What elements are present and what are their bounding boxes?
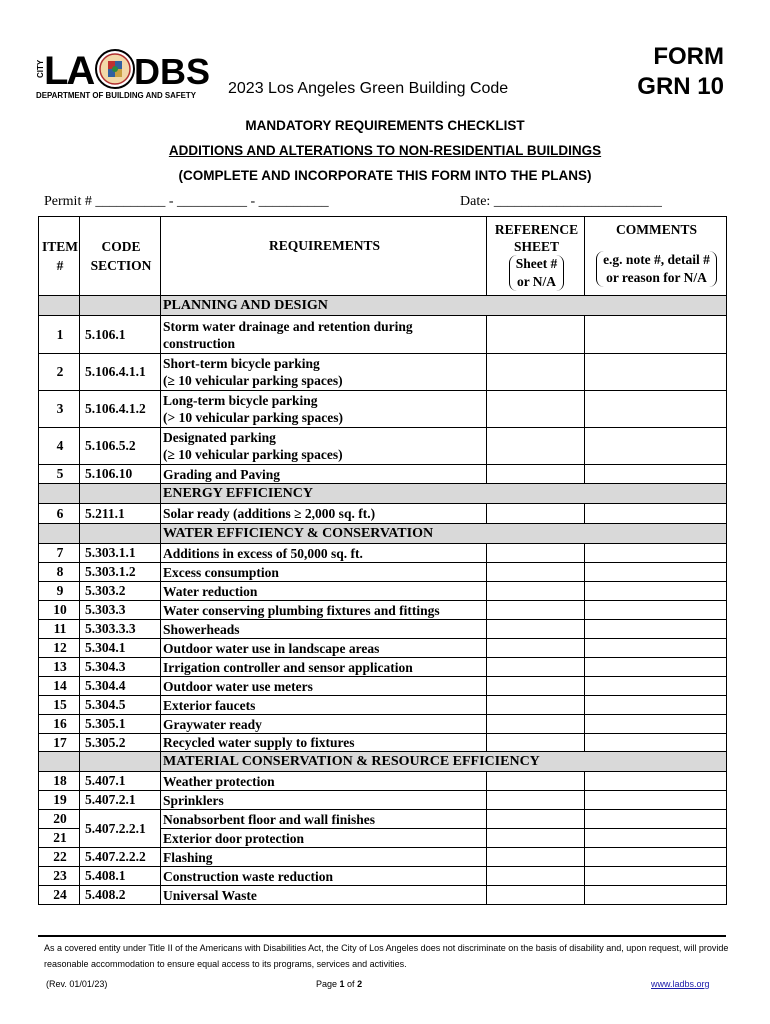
requirement-text: Graywater ready	[161, 715, 487, 734]
comments-cell[interactable]	[585, 504, 727, 524]
requirement-row	[39, 639, 727, 658]
code-section: 5.407.1	[80, 772, 161, 791]
reference-sheet-cell[interactable]	[487, 791, 585, 810]
requirement-text: Outdoor water use meters	[161, 677, 487, 696]
requirement-text: Solar ready (additions ≥ 2,000 sq. ft.)	[161, 504, 487, 524]
ada-notice: As a covered entity under Title II of the Americans with Disabilities Act, the City of Los Angeles does not discriminate on the basis of disability and, upon request, will provide reasonable accommodation to ensure equal access to its programs, services and activities.	[44, 943, 729, 969]
requirement-text: Water conserving plumbing fixtures and fittings	[161, 601, 487, 620]
requirement-text: Recycled water supply to fixtures	[161, 734, 487, 752]
requirement-text: Showerheads	[161, 620, 487, 639]
comments-cell[interactable]	[585, 867, 727, 886]
reference-sheet-cell[interactable]	[487, 867, 585, 886]
requirement-text: Weather protection	[161, 772, 487, 791]
form-label	[628, 42, 724, 102]
requirement-text: Nonabsorbent floor and wall finishes	[161, 810, 487, 829]
requirement-text: Universal Waste	[161, 886, 487, 905]
reference-sheet-cell[interactable]	[487, 848, 585, 867]
code-section: 5.303.2	[80, 582, 161, 601]
item-number: 11	[39, 620, 80, 639]
reference-sheet-cell[interactable]	[487, 391, 585, 428]
comments-cell[interactable]	[585, 696, 727, 715]
requirement-row	[39, 848, 727, 867]
requirement-row	[39, 354, 727, 391]
code-section: 5.106.4.1.1	[80, 354, 161, 391]
item-number: 15	[39, 696, 80, 715]
comments-cell[interactable]	[585, 465, 727, 484]
code-section: 5.211.1	[80, 504, 161, 524]
requirement-text: Water reduction	[161, 582, 487, 601]
item-number: 10	[39, 601, 80, 620]
section-header-row	[39, 484, 727, 504]
reference-sheet-cell[interactable]	[487, 428, 585, 465]
code-section: 5.106.10	[80, 465, 161, 484]
reference-sheet-cell[interactable]	[487, 829, 585, 848]
requirement-row	[39, 504, 727, 524]
comments-column-header: COMMENTS e.g. note #, detail # or reason for N/A	[585, 217, 727, 296]
reference-sheet-cell[interactable]	[487, 696, 585, 715]
code-section: 5.303.3	[80, 601, 161, 620]
comments-cell[interactable]	[585, 391, 727, 428]
requirement-text: Sprinklers	[161, 791, 487, 810]
form-label-line1: FORM	[653, 43, 724, 70]
code-section: 5.305.2	[80, 734, 161, 752]
reference-sheet-cell[interactable]	[487, 354, 585, 391]
reference-sheet-cell[interactable]	[487, 563, 585, 582]
code-title: 2023 Los Angeles Green Building Code	[228, 80, 509, 97]
requirement-row	[39, 428, 727, 465]
requirement-row	[39, 734, 727, 752]
item-number: 4	[39, 428, 80, 465]
reference-sheet-cell[interactable]	[487, 715, 585, 734]
requirement-row	[39, 791, 727, 810]
reference-sheet-cell[interactable]	[487, 886, 585, 905]
checklist-rows	[39, 296, 727, 905]
comments-cell[interactable]	[585, 772, 727, 791]
comments-cell[interactable]	[585, 715, 727, 734]
reference-sheet-cell[interactable]	[487, 582, 585, 601]
section-header-row	[39, 296, 727, 316]
logo-la-text: LA	[44, 49, 94, 93]
item-number: 18	[39, 772, 80, 791]
ladbs-logo	[36, 44, 211, 100]
requirement-row	[39, 658, 727, 677]
requirement-row	[39, 465, 727, 484]
website-link[interactable]: www.ladbs.org	[651, 979, 710, 989]
item-number: 2	[39, 354, 80, 391]
table-header-row	[39, 217, 727, 296]
comments-cell[interactable]	[585, 886, 727, 905]
comments-cell[interactable]	[585, 734, 727, 752]
section-title: ENERGY EFFICIENCY	[161, 484, 727, 504]
section-header-row	[39, 752, 727, 772]
comments-cell[interactable]	[585, 428, 727, 465]
item-number: 17	[39, 734, 80, 752]
reference-sheet-cell[interactable]	[487, 544, 585, 563]
comments-cell[interactable]	[585, 544, 727, 563]
requirement-row	[39, 696, 727, 715]
comments-cell[interactable]	[585, 639, 727, 658]
code-section: 5.106.5.2	[80, 428, 161, 465]
item-number: 1	[39, 316, 80, 354]
checklist-instruction: (COMPLETE AND INCORPORATE THIS FORM INTO THE PLANS)	[178, 168, 592, 183]
item-number: 19	[39, 791, 80, 810]
reference-sheet-cell[interactable]	[487, 772, 585, 791]
item-number: 12	[39, 639, 80, 658]
reference-sheet-cell[interactable]	[487, 601, 585, 620]
requirement-text: Construction waste reduction	[161, 867, 487, 886]
requirement-row	[39, 316, 727, 354]
comments-cell[interactable]	[585, 829, 727, 848]
requirement-row	[39, 867, 727, 886]
item-number: 13	[39, 658, 80, 677]
logo-dbs-text: DBS	[134, 51, 211, 92]
footer-divider	[38, 935, 726, 937]
comments-cell[interactable]	[585, 316, 727, 354]
section-title: MATERIAL CONSERVATION & RESOURCE EFFICIENCY	[161, 752, 727, 772]
item-number: 21	[39, 829, 80, 848]
code-section: 5.303.1.1	[80, 544, 161, 563]
code-section: 5.407.2.2.2	[80, 848, 161, 867]
reference-sheet-cell[interactable]	[487, 658, 585, 677]
item-column-header: ITEM #	[39, 217, 80, 296]
section-title: PLANNING AND DESIGN	[161, 296, 727, 316]
comments-cell[interactable]	[585, 658, 727, 677]
requirement-row	[39, 563, 727, 582]
checklist-title: MANDATORY REQUIREMENTS CHECKLIST	[245, 118, 525, 133]
code-section: 5.303.3.3	[80, 620, 161, 639]
code-section-column-header: CODE SECTION	[80, 217, 161, 296]
item-number: 14	[39, 677, 80, 696]
item-number: 6	[39, 504, 80, 524]
item-number: 20	[39, 810, 80, 829]
logo-department-text: DEPARTMENT OF BUILDING AND SAFETY	[36, 90, 197, 100]
reference-sheet-cell[interactable]	[487, 734, 585, 752]
comments-cell[interactable]	[585, 563, 727, 582]
code-section: 5.408.2	[80, 886, 161, 905]
item-number: 23	[39, 867, 80, 886]
permit-number-field[interactable]: Permit # __________ - __________ - __________	[44, 194, 329, 209]
requirement-text: Short-term bicycle parking (≥ 10 vehicular parking spaces)	[161, 354, 487, 391]
item-number: 22	[39, 848, 80, 867]
item-number: 5	[39, 465, 80, 484]
requirement-row	[39, 601, 727, 620]
requirement-text: Designated parking (≥ 10 vehicular parking spaces)	[161, 428, 487, 465]
requirement-text: Long-term bicycle parking (> 10 vehicular parking spaces)	[161, 391, 487, 428]
requirements-checklist-table	[38, 216, 727, 905]
requirement-row	[39, 582, 727, 601]
code-section: 5.304.3	[80, 658, 161, 677]
section-title: WATER EFFICIENCY & CONSERVATION	[161, 524, 727, 544]
requirement-text: Outdoor water use in landscape areas	[161, 639, 487, 658]
reference-sheet-column-header: REFERENCE SHEET Sheet # or N/A	[487, 217, 585, 296]
item-number: 3	[39, 391, 80, 428]
reference-sheet-cell[interactable]	[487, 620, 585, 639]
code-section: 5.407.2.2.1	[80, 810, 161, 848]
code-section: 5.106.1	[80, 316, 161, 354]
code-section: 5.408.1	[80, 867, 161, 886]
comments-cell[interactable]	[585, 354, 727, 391]
comments-cell[interactable]	[585, 582, 727, 601]
reference-sheet-cell[interactable]	[487, 465, 585, 484]
requirement-row	[39, 810, 727, 829]
reference-sheet-cell[interactable]	[487, 504, 585, 524]
requirement-row	[39, 391, 727, 428]
comments-cell[interactable]	[585, 810, 727, 829]
item-number: 7	[39, 544, 80, 563]
requirement-text: Grading and Paving	[161, 465, 487, 484]
code-section: 5.106.4.1.2	[80, 391, 161, 428]
reference-sheet-cell[interactable]	[487, 316, 585, 354]
item-number: 8	[39, 563, 80, 582]
item-number: 16	[39, 715, 80, 734]
requirement-row	[39, 772, 727, 791]
code-section: 5.304.5	[80, 696, 161, 715]
requirement-text: Additions in excess of 50,000 sq. ft.	[161, 544, 487, 563]
page-indicator: Page 1 of 2	[316, 979, 363, 989]
section-header-row	[39, 524, 727, 544]
logo-city-text: CITY	[36, 59, 45, 78]
requirements-column-header: REQUIREMENTS	[161, 217, 487, 296]
item-number: 24	[39, 886, 80, 905]
reference-sheet-cell[interactable]	[487, 639, 585, 658]
requirement-text: Exterior faucets	[161, 696, 487, 715]
requirement-text: Exterior door protection	[161, 829, 487, 848]
requirement-row	[39, 544, 727, 563]
comments-cell[interactable]	[585, 848, 727, 867]
requirement-text: Irrigation controller and sensor application	[161, 658, 487, 677]
requirement-text: Storm water drainage and retention during construction	[161, 316, 487, 354]
code-section: 5.304.4	[80, 677, 161, 696]
comments-cell[interactable]	[585, 791, 727, 810]
requirement-row	[39, 886, 727, 905]
item-number: 9	[39, 582, 80, 601]
requirement-text: Flashing	[161, 848, 487, 867]
requirement-row	[39, 677, 727, 696]
code-section: 5.303.1.2	[80, 563, 161, 582]
requirement-row	[39, 620, 727, 639]
revision-date: (Rev. 01/01/23)	[46, 979, 108, 989]
code-section: 5.305.1	[80, 715, 161, 734]
code-section: 5.407.2.1	[80, 791, 161, 810]
comments-cell[interactable]	[585, 620, 727, 639]
date-field[interactable]: Date: ________________________	[460, 194, 662, 209]
requirement-row	[39, 715, 727, 734]
comments-cell[interactable]	[585, 677, 727, 696]
checklist-subtitle: ADDITIONS AND ALTERATIONS TO NON-RESIDENTIAL BUILDINGS	[168, 143, 602, 158]
reference-sheet-cell[interactable]	[487, 677, 585, 696]
form-number: GRN 10	[637, 73, 724, 100]
reference-sheet-cell[interactable]	[487, 810, 585, 829]
code-section: 5.304.1	[80, 639, 161, 658]
comments-cell[interactable]	[585, 601, 727, 620]
requirement-text: Excess consumption	[161, 563, 487, 582]
